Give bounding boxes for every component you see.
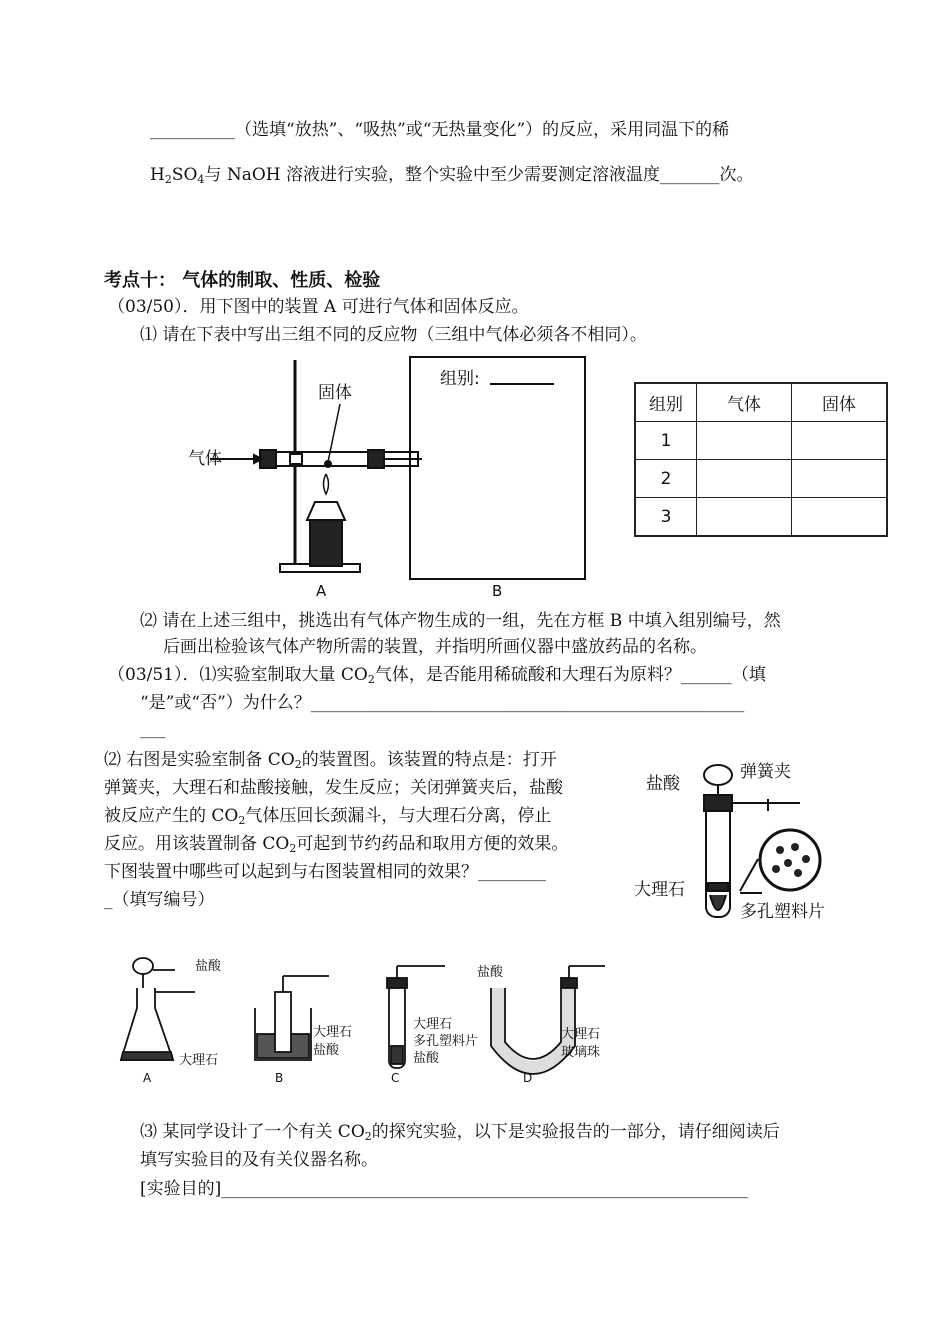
caption-option-d: D [523,1071,533,1085]
q51-p3-line-3[interactable]: [实验目的]______________________________________________________________ [140,1179,749,1199]
formula-h2so4: $H_2SO_4$与 NaOH [150,165,287,186]
option-c-marble-label: 大理石 [413,1017,453,1032]
q50-part-1: ⑴ 请在下表中写出三组不同的反应物（三组中气体必须各不相同）。 [140,325,647,345]
caption-a: A [316,582,327,600]
table-cell-solid[interactable] [792,498,888,537]
q51-p3-line-2: 填写实验目的及有关仪器名称。 [140,1150,378,1170]
solid-label: 固体 [318,383,352,403]
q51-text: （03/51）．⑴实验室制取大量 CO [108,665,368,685]
acid-label: 盐酸 [646,774,680,794]
answer-box-b[interactable] [410,357,585,579]
apparatus-a [210,360,422,572]
q51-line-3: ___ [140,719,166,739]
answer-blank: _______ [660,165,720,185]
q50-part-2-line-1: ⑵ 请在上述三组中，挑选出有气体产物生成的一组，先在方框 B 中填入组别编号，然 [140,611,781,631]
option-d-acid-label: 盐酸 [477,965,504,980]
q51-p2-line-2: 弹簧夹，大理石和盐酸接触，发生反应；关闭弹簧夹后，盐酸 [104,778,563,798]
gas-label: 气体 [188,449,222,469]
option-d-beads-label: 玻璃珠 [561,1045,601,1060]
reactant-table [634,382,888,537]
q51-p2-line-5: 下图装置中哪些可以起到与右图装置相同的效果？________ [104,862,546,882]
table-cell-gas[interactable] [697,460,792,498]
apparatus-options-figure [115,948,615,1088]
table-cell-solid[interactable] [792,422,888,460]
option-b-marble-label: 大理石 [313,1025,353,1040]
caption-option-a: A [143,1071,152,1085]
q51-text: 反应。用该装置制备 CO [104,834,290,854]
table-header: 固体 [792,383,888,422]
intro-text: 溶液进行实验，整个实验中至少需要测定溶液温度 [286,165,661,185]
answer-blank: __________ [150,120,235,140]
intro-line-1 [150,118,729,142]
option-d-marble-label: 大理石 [561,1027,601,1042]
table-cell: 3 [635,498,697,537]
clamp-label: 弹簧夹 [740,762,791,782]
option-b-acid-label: 盐酸 [313,1043,340,1058]
caption-option-c: C [391,1071,400,1085]
option-c-acid-label: 盐酸 [413,1051,440,1066]
q51-text: ⑵ 右图是实验室制备 CO [104,750,295,770]
q51-text: 的探究实验，以下是实验报告的一部分，请仔细阅读后 [371,1122,780,1142]
table-cell: 2 [635,460,697,498]
option-c-plate-label: 多孔塑料片 [413,1034,479,1049]
table-header-row [635,383,887,422]
q51-p2-line-6: _（填写编号） [104,890,215,910]
q51-text: 的装置图。该装置的特点是：打开 [301,750,557,770]
section-title: 考点十： 气体的制取、性质、检验 [104,270,381,291]
porous-plate-label: 多孔塑料片 [740,902,825,922]
table-cell-gas[interactable] [697,422,792,460]
q50-part-2-line-2: 后画出检验该气体产物所需的装置，并指明所画仪器中盛放药品的名称。 [163,637,707,657]
q51-line-1: （03/51）．⑴实验室制取大量 $CO_2$气体，是否能用稀硫酸和大理石为原料？______（填 [108,665,766,686]
option-a-marble-label: 大理石 [179,1053,219,1068]
table-cell-solid[interactable] [792,460,888,498]
intro-line-2 [150,163,754,192]
apparatus-figure-a-b [150,352,600,602]
table-header: 组别 [635,383,697,422]
q51-text: 被反应产生的 CO [104,806,239,826]
q50-line-1: （03/50）．用下图中的装置 A 可进行气体和固体反应。 [108,297,529,317]
q51-p2-line-4: 反应。用该装置制备 $CO_2$可起到节约药品和取用方便的效果。 [104,834,569,855]
q51-text: 气体压回长颈漏斗，与大理石分离，停止 [245,806,552,826]
table-cell-gas[interactable] [697,498,792,537]
q51-p3-line-1: ⑶ 某同学设计了一个有关 $CO_2$的探究实验，以下是实验报告的一部分，请仔细阅读后 [140,1122,780,1143]
marble-label: 大理石 [634,880,685,900]
q51-text: ⑶ 某同学设计了一个有关 CO [140,1122,365,1142]
q51-text: 气体，是否能用稀硫酸和大理石为原料？______（填 [374,665,766,685]
intro-text: （选填“放热”、“吸热”或“无热量变化”）的反应，采用同温下的稀 [235,120,730,140]
intro-text-end: 次。 [719,165,754,185]
q51-p2-line-1: ⑵ 右图是实验室制备 $CO_2$的装置图。该装置的特点是：打开 [104,750,557,771]
q51-p2-line-3: 被反应产生的 $CO_2$气体压回长颈漏斗，与大理石分离，停止 [104,806,552,827]
table-row [635,498,887,537]
apparatus-right-figure [630,755,845,930]
table-cell: 1 [635,422,697,460]
table-row [635,460,887,498]
caption-b: B [492,582,503,600]
q51-text: 可起到节约药品和取用方便的效果。 [296,834,569,854]
table-row [635,422,887,460]
table-header: 气体 [697,383,792,422]
option-a-acid-label: 盐酸 [195,959,222,974]
q51-line-2: “是”或“否”）为什么？___________________________________________________ [140,693,745,713]
box-group-label: 组别: [440,369,480,389]
caption-option-b: B [275,1071,284,1085]
